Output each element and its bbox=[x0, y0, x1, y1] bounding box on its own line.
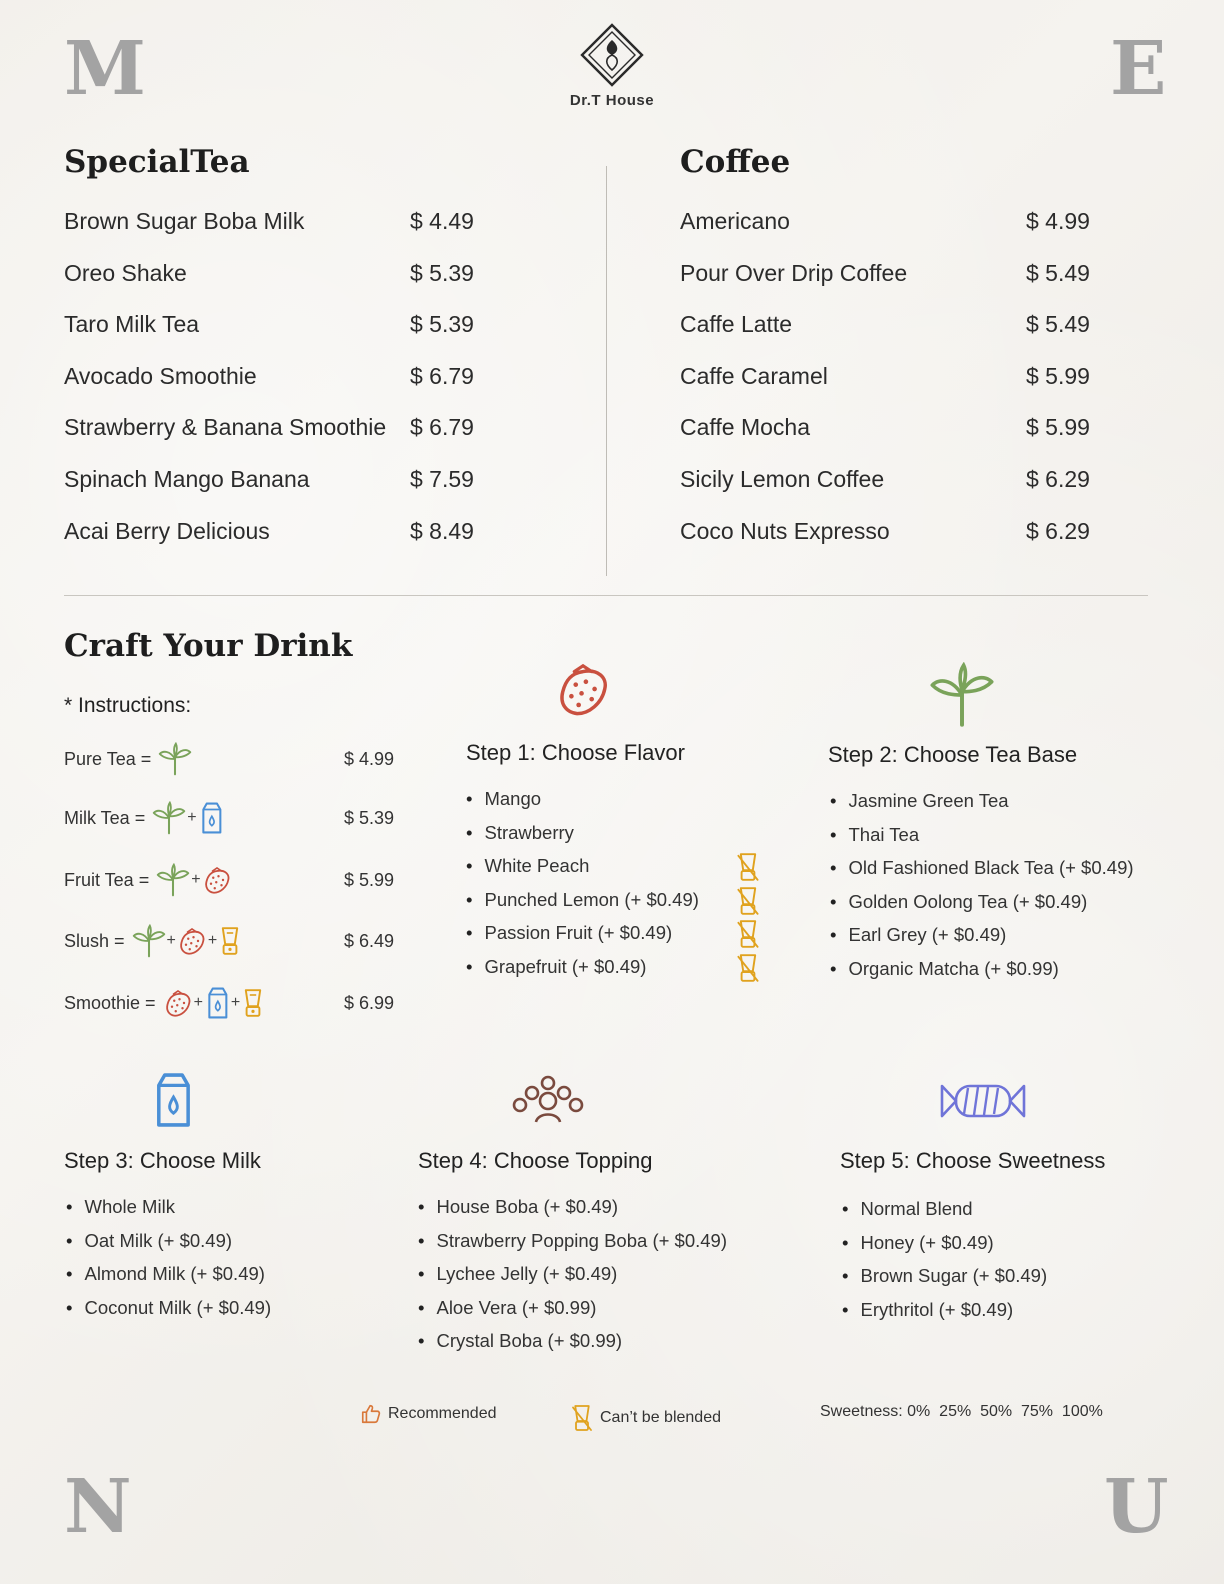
list-item bbox=[466, 956, 699, 990]
legend-recommended bbox=[360, 1403, 497, 1425]
menu-item bbox=[680, 208, 1116, 260]
tea-leaf-icon bbox=[158, 742, 192, 776]
menu-item bbox=[64, 311, 500, 363]
menu-item-name: Caffe Latte bbox=[680, 311, 793, 338]
list-item-text: • Lychee Jelly (+ $0.49) bbox=[436, 1263, 618, 1285]
instructions-label: * Instructions: bbox=[64, 694, 192, 717]
list-item-text: • Almond Milk (+ $0.49) bbox=[84, 1263, 265, 1285]
menu-item-price: $ 5.99 bbox=[1026, 362, 1090, 389]
menu-item bbox=[680, 414, 1116, 466]
menu-item-price: $ 5.49 bbox=[1026, 311, 1090, 338]
special-tea-list bbox=[64, 208, 500, 569]
boba-topping-icon bbox=[512, 1074, 584, 1126]
menu-item-name: Spinach Mango Banana bbox=[64, 465, 310, 492]
plus-sign: + bbox=[207, 932, 218, 949]
menu-item-price: $ 6.29 bbox=[1026, 517, 1090, 544]
list-item bbox=[418, 1196, 727, 1230]
list-item-text: • Whole Milk bbox=[84, 1196, 175, 1217]
menu-item-name: Sicily Lemon Coffee bbox=[680, 465, 885, 492]
list-item bbox=[466, 922, 699, 956]
step-3-list bbox=[66, 1196, 271, 1330]
column-divider bbox=[606, 166, 607, 576]
list-item bbox=[830, 790, 1134, 824]
list-item bbox=[830, 857, 1134, 891]
no-blend-icon bbox=[736, 918, 760, 950]
no-blend-icon bbox=[736, 851, 760, 883]
menu-item bbox=[680, 260, 1116, 312]
legend-no-blend bbox=[570, 1403, 721, 1433]
menu-item-price: $ 7.59 bbox=[410, 465, 474, 492]
instruction-icons bbox=[162, 986, 267, 1020]
legend-recommended-label: Recommended bbox=[388, 1405, 497, 1422]
instruction-price: $ 4.99 bbox=[343, 748, 394, 769]
strawberry-icon bbox=[202, 864, 232, 896]
strawberry-icon bbox=[554, 656, 612, 722]
instruction-row-pure-tea bbox=[64, 742, 394, 776]
menu-item bbox=[64, 466, 500, 518]
thumbs-up-icon bbox=[360, 1403, 382, 1425]
menu-item-name: Caffe Caramel bbox=[680, 362, 828, 389]
legend-sweetness bbox=[820, 1403, 1103, 1421]
list-item bbox=[842, 1232, 1047, 1266]
list-item bbox=[66, 1297, 271, 1331]
list-item-text: • Strawberry Popping Boba (+ $0.49) bbox=[436, 1229, 728, 1251]
list-item-text: • Erythritol (+ $0.49) bbox=[860, 1298, 1014, 1320]
instruction-label: Milk Tea = bbox=[64, 807, 146, 828]
menu-item bbox=[64, 414, 500, 466]
step-5-list bbox=[842, 1198, 1047, 1332]
list-item bbox=[66, 1196, 271, 1230]
list-item-text: • White Peach bbox=[484, 855, 590, 877]
step-1-title: Step 1: Choose Flavor bbox=[466, 740, 685, 765]
menu-item-name: Americano bbox=[680, 208, 790, 234]
milk-carton-icon bbox=[198, 801, 224, 835]
list-item bbox=[842, 1265, 1047, 1299]
list-item-text: • Crystal Boba (+ $0.99) bbox=[436, 1330, 623, 1352]
sweetness-levels: Sweetness: 0% 25% 50% 75% 100% bbox=[820, 1403, 1103, 1420]
list-item bbox=[830, 924, 1134, 958]
instruction-icons bbox=[151, 801, 224, 835]
plus-sign: + bbox=[193, 994, 203, 1011]
menu-item-name: Caffe Mocha bbox=[680, 414, 810, 441]
no-blend-icon bbox=[570, 1403, 594, 1433]
menu-item-name: Acai Berry Delicious bbox=[64, 517, 270, 544]
menu-item-price: $ 6.79 bbox=[410, 362, 474, 389]
menu-item bbox=[64, 208, 500, 260]
instruction-price: $ 5.39 bbox=[343, 807, 394, 828]
candy-icon bbox=[938, 1080, 1028, 1122]
menu-item-price: $ 5.39 bbox=[410, 259, 474, 286]
craft-title: Craft Your Drink bbox=[64, 628, 353, 664]
menu-item bbox=[680, 363, 1116, 415]
list-item-text: • Strawberry bbox=[484, 821, 574, 843]
list-item bbox=[830, 958, 1134, 992]
list-item bbox=[842, 1198, 1047, 1232]
strawberry-icon bbox=[177, 925, 207, 957]
step-1-list bbox=[466, 788, 699, 990]
list-item-text: • Punched Lemon (+ $0.49) bbox=[484, 888, 699, 910]
tea-leaf-icon bbox=[926, 662, 998, 728]
list-item-text: • Old Fashioned Black Tea (+ $0.49) bbox=[848, 857, 1134, 879]
instruction-price: $ 5.99 bbox=[343, 869, 394, 890]
list-item bbox=[418, 1297, 727, 1331]
list-item-text: • Jasmine Green Tea bbox=[848, 790, 1009, 811]
list-item-text: • Thai Tea bbox=[848, 823, 920, 845]
special-tea-title: SpecialTea bbox=[64, 144, 250, 180]
plus-sign: + bbox=[230, 994, 241, 1011]
instruction-icons bbox=[131, 924, 244, 958]
brand-name: Dr.T House bbox=[569, 92, 655, 109]
list-item bbox=[466, 788, 699, 822]
list-item bbox=[830, 824, 1134, 858]
list-item-text: • Normal Blend bbox=[860, 1198, 973, 1219]
menu-item-name: Brown Sugar Boba Milk bbox=[64, 208, 305, 234]
step-5-title: Step 5: Choose Sweetness bbox=[840, 1148, 1106, 1173]
tea-leaf-icon bbox=[156, 863, 190, 897]
list-item-text: • Aloe Vera (+ $0.99) bbox=[436, 1296, 597, 1318]
menu-item bbox=[680, 466, 1116, 518]
milk-carton-icon bbox=[204, 986, 230, 1020]
menu-item-name: Strawberry & Banana Smoothie bbox=[64, 414, 387, 441]
legend-no-blend-label: Can’t be blended bbox=[600, 1409, 721, 1426]
list-item-text: • House Boba (+ $0.49) bbox=[436, 1196, 619, 1217]
coffee-list bbox=[680, 208, 1116, 569]
menu-item-price: $ 5.39 bbox=[410, 311, 474, 338]
instruction-row-slush bbox=[64, 924, 394, 958]
list-item bbox=[466, 855, 699, 889]
menu-item-name: Pour Over Drip Coffee bbox=[680, 259, 908, 286]
list-item-text: • Golden Oolong Tea (+ $0.49) bbox=[848, 890, 1088, 912]
instruction-row-fruit-tea bbox=[64, 863, 394, 897]
corner-letter-e: E bbox=[1110, 26, 1167, 112]
coffee-title: Coffee bbox=[680, 144, 791, 180]
tea-leaf-icon bbox=[132, 924, 166, 958]
list-item bbox=[66, 1230, 271, 1264]
corner-letter-n: N bbox=[64, 1464, 132, 1550]
corner-letter-m: M bbox=[64, 26, 146, 112]
instruction-icons bbox=[155, 863, 232, 897]
brand-logo bbox=[569, 22, 655, 109]
step-2-title: Step 2: Choose Tea Base bbox=[828, 742, 1078, 767]
plus-sign: + bbox=[187, 809, 197, 826]
list-item bbox=[418, 1230, 727, 1264]
step-4-list bbox=[418, 1196, 727, 1364]
menu-item-price: $ 4.99 bbox=[1026, 208, 1090, 234]
menu-item-name: Avocado Smoothie bbox=[64, 362, 257, 389]
step-2-list bbox=[830, 790, 1134, 992]
plus-sign: + bbox=[166, 932, 176, 949]
list-item-text: • Mango bbox=[484, 788, 542, 809]
step-4-title: Step 4: Choose Topping bbox=[418, 1148, 653, 1173]
list-item-text: • Passion Fruit (+ $0.49) bbox=[484, 922, 673, 944]
list-item bbox=[466, 889, 699, 923]
list-item bbox=[418, 1263, 727, 1297]
list-item bbox=[842, 1299, 1047, 1333]
list-item bbox=[66, 1263, 271, 1297]
diamond-leaf-logo-icon bbox=[579, 22, 645, 88]
blender-icon bbox=[218, 925, 242, 957]
no-blend-icon bbox=[736, 952, 760, 984]
blender-icon bbox=[241, 987, 265, 1019]
section-divider bbox=[64, 595, 1148, 596]
menu-item bbox=[680, 518, 1116, 570]
list-item bbox=[830, 891, 1134, 925]
list-item bbox=[418, 1330, 727, 1364]
menu-item-name: Oreo Shake bbox=[64, 259, 187, 286]
instruction-label: Slush = bbox=[64, 930, 125, 951]
menu-item-price: $ 6.29 bbox=[1026, 465, 1090, 492]
menu-item-price: $ 8.49 bbox=[410, 517, 474, 544]
list-item-text: • Coconut Milk (+ $0.49) bbox=[84, 1296, 272, 1318]
instruction-price: $ 6.49 bbox=[343, 930, 394, 951]
plus-sign: + bbox=[191, 871, 201, 888]
corner-letter-u: U bbox=[1104, 1464, 1169, 1550]
menu-item bbox=[680, 311, 1116, 363]
menu-item-price: $ 6.79 bbox=[410, 414, 474, 441]
list-item-text: • Honey (+ $0.49) bbox=[860, 1231, 994, 1253]
instruction-label: Fruit Tea = bbox=[64, 869, 150, 890]
instruction-label: Pure Tea = bbox=[64, 748, 152, 769]
list-item-text: • Organic Matcha (+ $0.99) bbox=[848, 957, 1059, 979]
list-item-text: • Brown Sugar (+ $0.49) bbox=[860, 1265, 1048, 1287]
milk-carton-icon bbox=[150, 1070, 194, 1130]
menu-item-price: $ 5.49 bbox=[1026, 259, 1090, 286]
menu-item-price: $ 4.49 bbox=[410, 208, 474, 234]
menu-item-price: $ 5.99 bbox=[1026, 414, 1090, 441]
list-item-text: • Oat Milk (+ $0.49) bbox=[84, 1229, 233, 1251]
instruction-icons bbox=[157, 742, 193, 776]
instruction-row-milk-tea bbox=[64, 801, 394, 835]
instruction-price: $ 6.99 bbox=[343, 992, 394, 1013]
list-item bbox=[466, 822, 699, 856]
no-blend-icon bbox=[736, 885, 760, 917]
tea-leaf-icon bbox=[152, 801, 186, 835]
instruction-label: Smoothie = bbox=[64, 992, 156, 1013]
menu-item bbox=[64, 260, 500, 312]
menu-item bbox=[64, 518, 500, 570]
strawberry-icon bbox=[163, 987, 193, 1019]
list-item-text: • Earl Grey (+ $0.49) bbox=[848, 924, 1007, 946]
instruction-row-smoothie bbox=[64, 986, 394, 1020]
menu-item-name: Taro Milk Tea bbox=[64, 311, 200, 338]
list-item-text: • Grapefruit (+ $0.49) bbox=[484, 955, 647, 977]
step-3-title: Step 3: Choose Milk bbox=[64, 1148, 261, 1173]
menu-item-name: Coco Nuts Expresso bbox=[680, 517, 890, 544]
menu-item bbox=[64, 363, 500, 415]
